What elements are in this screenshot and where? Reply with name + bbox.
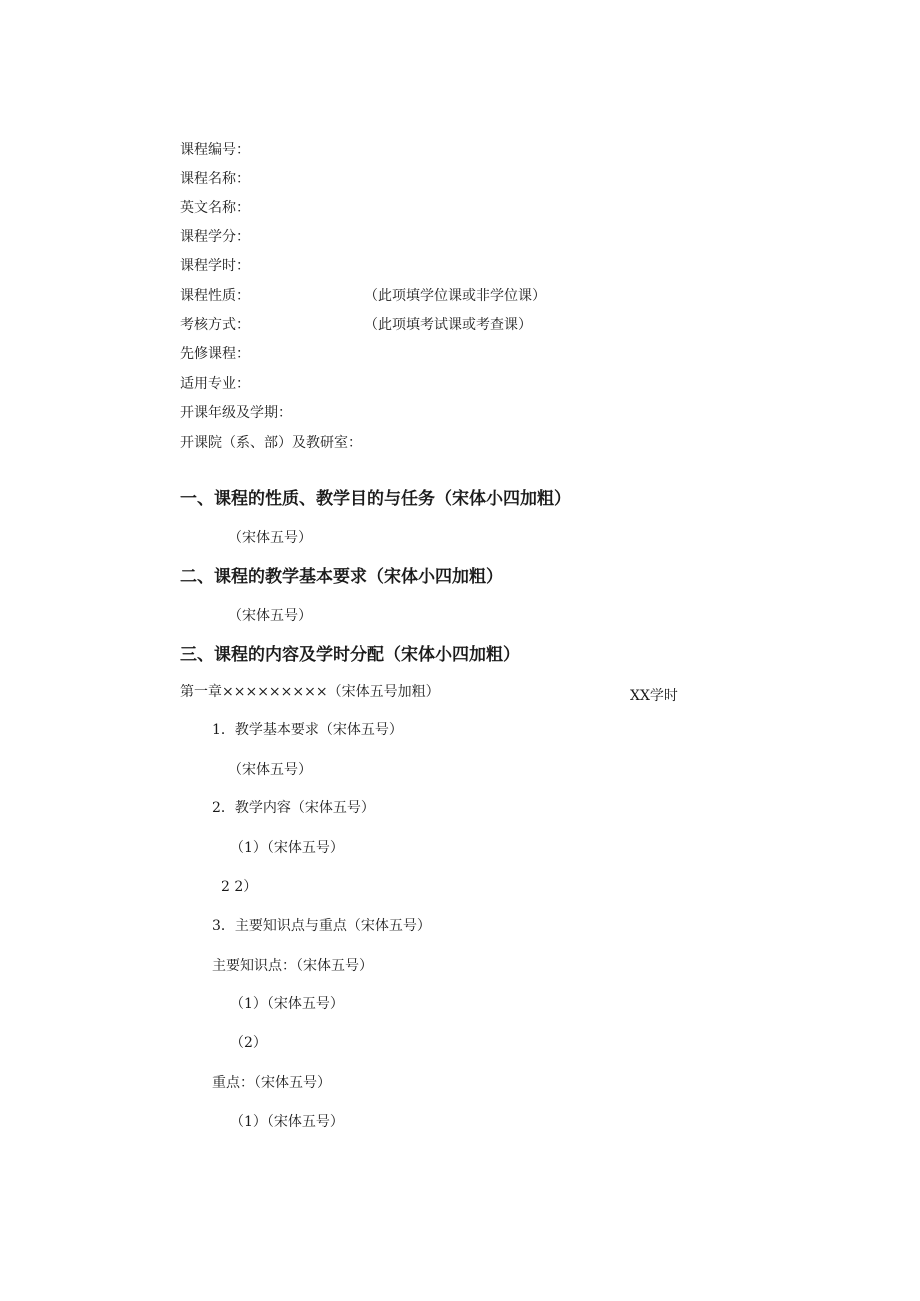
content-item-2: 2 2） — [221, 879, 258, 895]
content-title: 2．教学内容（宋体五号） — [212, 800, 375, 816]
field-credits-label: 课程学分： — [180, 229, 250, 245]
section3-heading: 三、课程的内容及学时分配（宋体小四加粗） — [180, 645, 520, 665]
focus-label: 重点：（宋体五号） — [212, 1075, 331, 1091]
field-department-label: 开课院（系、部）及教研室： — [180, 435, 362, 451]
field-prerequisite-label: 先修课程： — [180, 346, 250, 362]
content-item-1: （1）（宋体五号） — [230, 840, 344, 856]
field-major-label: 适用专业： — [180, 376, 250, 392]
chapter-title: 第一章×××××××××（宋体五号加粗） — [180, 684, 440, 700]
field-english-name-label: 英文名称： — [180, 200, 250, 216]
field-assessment-label: 考核方式： — [180, 317, 250, 333]
field-hours-label: 课程学时： — [180, 258, 250, 274]
key-points-title: 3．主要知识点与重点（宋体五号） — [212, 918, 431, 934]
field-course-nature-label: 课程性质： — [180, 288, 250, 304]
requirements-title: 1．教学基本要求（宋体五号） — [212, 722, 403, 738]
field-course-nature-note: （此项填学位课或非学位课） — [364, 288, 546, 304]
section2-heading: 二、课程的教学基本要求（宋体小四加粗） — [180, 567, 503, 587]
main-points-item-2: （2） — [230, 1035, 267, 1051]
main-points-item-1: （1）（宋体五号） — [230, 996, 344, 1012]
requirements-body: （宋体五号） — [228, 762, 312, 778]
main-points-label: 主要知识点：（宋体五号） — [212, 958, 373, 974]
section1-heading: 一、课程的性质、教学目的与任务（宋体小四加粗） — [180, 489, 571, 509]
field-grade-semester-label: 开课年级及学期： — [180, 405, 292, 421]
field-course-name-label: 课程名称： — [180, 171, 250, 187]
field-assessment-note: （此项填考试课或考查课） — [364, 317, 532, 333]
section2-body: （宋体五号） — [228, 608, 312, 624]
section1-body: （宋体五号） — [228, 530, 312, 546]
focus-item-1: （1）（宋体五号） — [230, 1114, 344, 1130]
field-course-code-label: 课程编号： — [180, 142, 250, 158]
chapter-hours: XX学时 — [630, 688, 678, 704]
